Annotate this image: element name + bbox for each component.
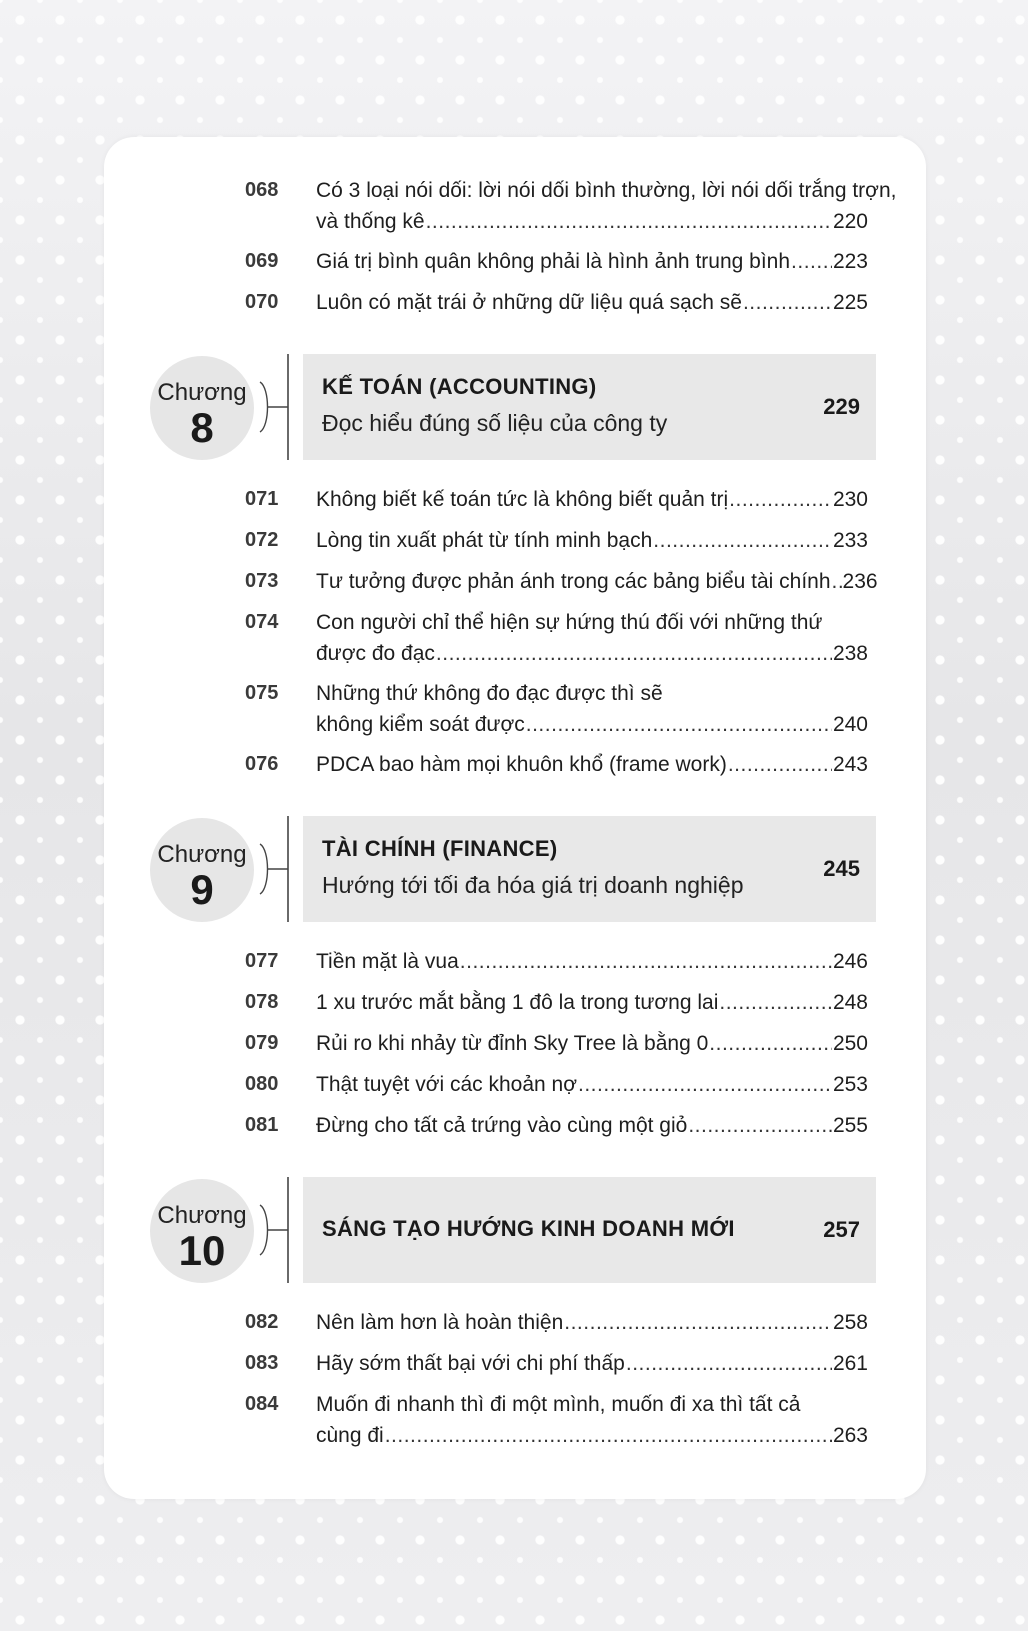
chapter-badge (150, 818, 254, 922)
leader-dots (385, 1420, 832, 1451)
entry-title-text: Thật tuyệt với các khoản nợ (316, 1073, 578, 1096)
entry-text (316, 1069, 868, 1100)
chapter-number: 8 (190, 404, 214, 451)
entry-title-text: Tiền mặt là vua (316, 950, 459, 973)
entry-line (316, 678, 868, 709)
leader-dots (426, 206, 832, 237)
entry-line (316, 206, 868, 237)
chapter-badge (150, 1179, 254, 1283)
entry-page-number: 220 (832, 210, 868, 233)
entry-line (316, 175, 897, 206)
entry-text (316, 678, 868, 740)
entry-page-number: 243 (832, 753, 868, 776)
chapter-bracket-ornament (258, 354, 294, 460)
entry-number: 074 (245, 611, 279, 633)
entry-title-text: 1 xu trước mắt bằng 1 đô la trong tương lai (316, 991, 719, 1014)
entry-number: 073 (245, 570, 279, 592)
entry-text (316, 1028, 868, 1059)
chapter-header (104, 816, 926, 922)
entry-line (316, 1389, 868, 1420)
leader-dots (719, 987, 832, 1018)
entry-line (316, 1348, 868, 1379)
entry-text (316, 566, 878, 597)
entry-number: 079 (245, 1032, 279, 1054)
entry-line (316, 1420, 868, 1451)
toc-page (104, 137, 926, 1499)
entry-page-number: 261 (832, 1352, 868, 1375)
entry-number: 080 (245, 1073, 279, 1095)
entry-number: 081 (245, 1114, 279, 1136)
entry-number: 071 (245, 488, 279, 510)
entry-line (316, 607, 868, 638)
entry-text (316, 749, 868, 780)
entry-number: 076 (245, 753, 279, 775)
entry-title-text: Lòng tin xuất phát từ tính minh bạch (316, 529, 653, 552)
entry-number: 068 (245, 179, 279, 201)
entry-page-number: 253 (832, 1073, 868, 1096)
chapter-subtitle: Hướng tới tối đa hóa giá trị doanh nghiệp (322, 872, 744, 898)
entry-line (316, 1069, 868, 1100)
entry-page-number: 230 (832, 488, 868, 511)
chapter-title: SÁNG TẠO HƯỚNG KINH DOANH MỚI (322, 1216, 735, 1241)
entry-number: 078 (245, 991, 279, 1013)
entry-page-number: 240 (832, 713, 868, 736)
entry-title-text: Không biết kế toán tức là không biết quản trị (316, 488, 729, 511)
leader-dots (743, 287, 832, 318)
leader-dots (729, 484, 832, 515)
leader-dots (460, 946, 832, 977)
entry-text (316, 287, 868, 318)
entry-line (316, 749, 868, 780)
entry-number: 069 (245, 250, 279, 272)
leader-dots (526, 709, 832, 740)
leader-dots (436, 638, 832, 669)
entry-text (316, 175, 897, 237)
entry-text (316, 1307, 868, 1338)
entry-line (316, 638, 868, 669)
leader-dots (626, 1348, 832, 1379)
entry-title-text: Con người chỉ thể hiện sự hứng thú đối với những thứ (316, 611, 823, 634)
entry-number: 075 (245, 682, 279, 704)
entry-line (316, 287, 868, 318)
entry-page-number: 225 (832, 291, 868, 314)
entry-number: 084 (245, 1393, 279, 1415)
entry-title-text: Những thứ không đo đạc được thì sẽ (316, 682, 663, 705)
entry-number: 083 (245, 1352, 279, 1374)
chapter-subtitle: Đọc hiểu đúng số liệu của công ty (322, 410, 668, 436)
entry-page-number: 258 (832, 1311, 868, 1334)
entry-page-number: 223 (832, 250, 868, 273)
entry-title-text: PDCA bao hàm mọi khuôn khổ (frame work) (316, 753, 727, 776)
entry-line (316, 1028, 868, 1059)
entry-title-text: Đừng cho tất cả trứng vào cùng một giỏ (316, 1114, 688, 1137)
leader-dots (688, 1110, 832, 1141)
entry-title-text: Nên làm hơn là hoàn thiện (316, 1311, 564, 1334)
entry-page-number: 233 (832, 529, 868, 552)
chapter-header (104, 1177, 926, 1283)
leader-dots (728, 749, 832, 780)
entry-page-number: 248 (832, 991, 868, 1014)
entry-page-number: 250 (832, 1032, 868, 1055)
entry-line (316, 484, 868, 515)
entry-text (316, 946, 868, 977)
leader-dots (578, 1069, 832, 1100)
chapter-title: KẾ TOÁN (ACCOUNTING) (322, 374, 597, 399)
entry-number: 072 (245, 529, 279, 551)
entry-text (316, 1348, 868, 1379)
entry-text (316, 246, 868, 277)
leader-dots (564, 1307, 832, 1338)
entry-text (316, 987, 868, 1018)
chapter-number: 10 (178, 1227, 226, 1274)
entry-page-number: 238 (832, 642, 868, 665)
chapter-word: Chương (157, 841, 247, 868)
entry-line (316, 566, 878, 597)
entry-page-number: 255 (832, 1114, 868, 1137)
chapter-word: Chương (157, 379, 247, 406)
chapter-number: 9 (190, 866, 214, 913)
leader-dots (832, 566, 842, 597)
entry-page-number: 263 (832, 1424, 868, 1447)
entry-text (316, 484, 868, 515)
leader-dots (653, 525, 832, 556)
entry-line (316, 987, 868, 1018)
chapter-badge (150, 356, 254, 460)
entry-line (316, 525, 868, 556)
entry-title-text: Muốn đi nhanh thì đi một mình, muốn đi xa thì tất cả (316, 1393, 801, 1416)
entry-page-number: 236 (842, 570, 878, 593)
entry-line (316, 709, 868, 740)
entry-line (316, 1307, 868, 1338)
entry-title-text: được đo đạc (316, 642, 435, 665)
chapter-bracket-ornament (258, 1177, 294, 1283)
entry-title-text: Hãy sớm thất bại với chi phí thấp (316, 1352, 625, 1375)
entry-number: 082 (245, 1311, 279, 1333)
entry-text (316, 525, 868, 556)
entry-text (316, 1389, 868, 1451)
entry-title-text: Giá trị bình quân không phải là hình ảnh trung bình (316, 250, 791, 273)
entry-text (316, 1110, 868, 1141)
chapter-bracket-ornament (258, 816, 294, 922)
chapter-title-box (303, 816, 876, 922)
entry-title-text: Có 3 loại nói dối: lời nói dối bình thường, lời nói dối trắng trợn, (316, 179, 897, 202)
entry-line (316, 946, 868, 977)
chapter-word: Chương (157, 1202, 247, 1229)
chapter-header (104, 354, 926, 460)
entry-title-text: cùng đi (316, 1424, 384, 1447)
entry-title-text: Tư tưởng được phản ánh trong các bảng biểu tài chính (316, 570, 831, 593)
entry-number: 070 (245, 291, 279, 313)
entry-title-text: Luôn có mặt trái ở những dữ liệu quá sạch sẽ (316, 291, 742, 314)
entry-title-text: và thống kê (316, 210, 425, 233)
entry-title-text: Rủi ro khi nhảy từ đỉnh Sky Tree là bằng 0 (316, 1032, 709, 1055)
chapter-page-number: 257 (823, 1217, 860, 1242)
entry-title-text: không kiểm soát được (316, 713, 525, 736)
entry-number: 077 (245, 950, 279, 972)
leader-dots (709, 1028, 832, 1059)
chapter-title-box (303, 354, 876, 460)
entry-line (316, 1110, 868, 1141)
leader-dots (791, 246, 832, 277)
entry-text (316, 607, 868, 669)
chapter-title-box (303, 1177, 876, 1283)
chapter-page-number: 245 (823, 856, 860, 881)
chapter-page-number: 229 (823, 394, 860, 419)
entry-line (316, 246, 868, 277)
chapter-title: TÀI CHÍNH (FINANCE) (322, 836, 558, 861)
entry-page-number: 246 (832, 950, 868, 973)
